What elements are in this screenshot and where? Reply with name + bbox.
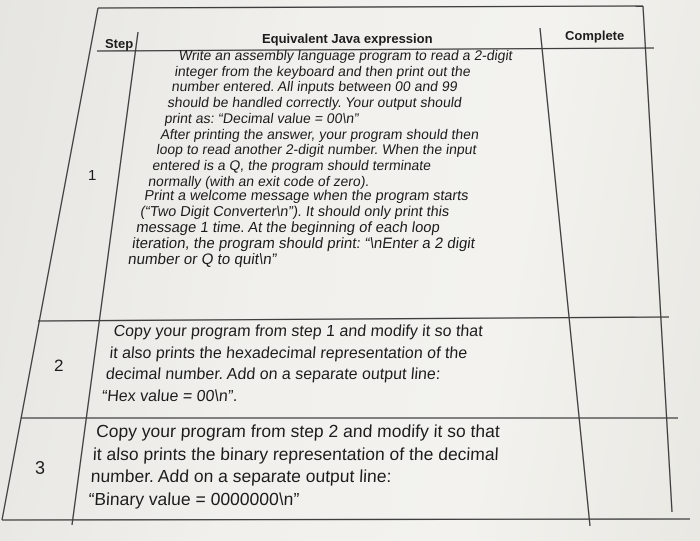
step-3-line: number. Add on a separate output line: <box>90 466 392 486</box>
step-1-line: loop to read another 2-digit number. When the input <box>155 141 478 158</box>
step-1-line: entered is a Q, the program should terminate <box>151 156 433 173</box>
step-2-line: decimal number. Add on a separate output line: <box>105 366 442 383</box>
step-2-line: it also prints the hexadecimal representation of the <box>108 344 469 362</box>
step-3-line: Copy your program from step 2 and modify it so that <box>95 421 501 441</box>
step-1-line: normally (with an exit code of zero). <box>147 172 371 189</box>
step-1-line: message 1 time. At the beginning of each loop <box>135 219 441 236</box>
step-number-3: 3 <box>35 458 46 478</box>
step-1-line: integer from the keyboard and then print out the <box>173 62 472 79</box>
header-step: Step <box>105 36 134 51</box>
step-1-line: (“Two Digit Converter\n”). It should only print this <box>139 204 451 221</box>
step-1-line: Write an assembly language program to read a 2-digit <box>177 47 514 63</box>
step-number-1: 1 <box>88 167 97 184</box>
step-1-line: After printing the answer, your program should then <box>159 125 481 142</box>
step-1-line: Print a welcome message when the program starts <box>143 188 470 205</box>
step-2-description <box>101 321 484 407</box>
step-3-line: it also prints the binary representation of the decimal <box>92 443 500 464</box>
step-3-line: “Binary value = 0000000\n” <box>88 488 300 509</box>
step-1-line: number or Q to quit\n” <box>126 251 278 269</box>
header-expression: Equivalent Java expression <box>262 31 433 46</box>
step-1-line: print as: “Decimal value = 00\n” <box>163 109 360 126</box>
step-1-line: should be handled correctly. Your output should <box>166 94 463 111</box>
step-3-description <box>90 420 500 510</box>
step-1-line: number entered. All inputs between 00 and 99 <box>170 78 459 95</box>
step-1-line: iteration, the program should print: “\nEnter a 2 digit <box>131 235 476 253</box>
step-1-description <box>126 47 514 269</box>
header-complete: Complete <box>565 28 625 43</box>
step-number-2: 2 <box>54 356 64 375</box>
step-2-line: “Hex value = 00\n”. <box>101 387 239 405</box>
step-2-line: Copy your program from step 1 and modify it so that <box>112 323 484 340</box>
